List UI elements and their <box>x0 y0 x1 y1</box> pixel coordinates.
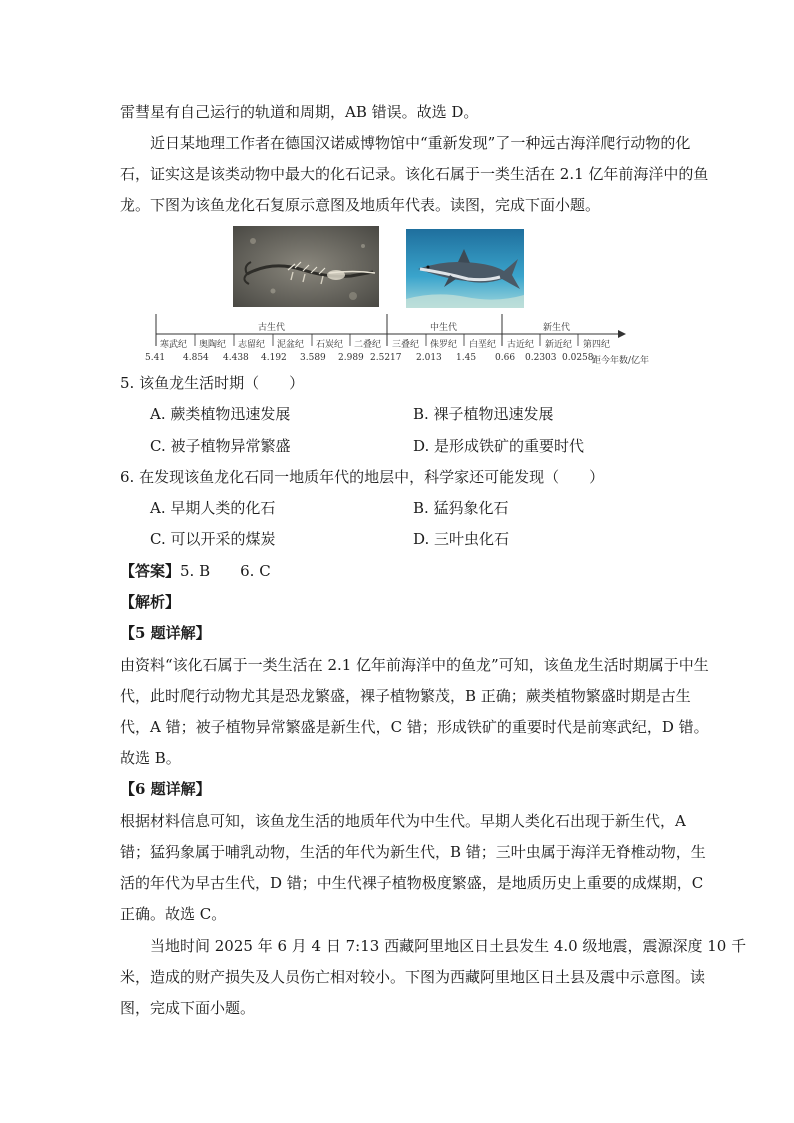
period-label: 第四纪 <box>583 340 611 350</box>
answer-label: 【答案】 <box>120 562 181 580</box>
detail-line: 由资料“该化石属于一类生活在 2.1 亿年前海洋中的鱼龙”可知，该鱼龙生活时期属于中生 <box>120 656 709 674</box>
answer-text: 5. B 6. C <box>180 562 271 580</box>
age-label: 4.192 <box>261 353 287 363</box>
intro-line: 龙。下图为该鱼龙化石复原示意图及地质年代表。读图，完成下面小题。 <box>120 196 601 214</box>
intro-line: 米，造成的财产损失及人员伤亡相对较小。下图为西藏阿里地区日土县及震中示意图。读 <box>120 968 706 986</box>
detail-label: 【5 题详解】 <box>120 624 211 642</box>
age-label: 5.41 <box>145 353 166 363</box>
ichthyosaur-image <box>406 229 524 308</box>
option-b: B. 猛犸象化石 <box>413 499 509 517</box>
age-label: 0.0258 <box>562 353 594 363</box>
era-label: 中生代 <box>430 323 458 333</box>
detail-line: 活的年代为早古生代，D 错；中生代裸子植物极度繁盛，是地质历史上重要的成煤期，C <box>120 874 704 892</box>
period-label: 石炭纪 <box>316 340 344 350</box>
period-label: 白垩纪 <box>469 340 497 350</box>
option-a: A. 早期人类的化石 <box>150 499 276 517</box>
question-stem: 5. 该鱼龙生活时期（ ） <box>120 374 305 392</box>
intro-line: 近日某地理工作者在德国汉诺威博物馆中“重新发现”了一种远古海洋爬行动物的化 <box>150 134 691 152</box>
period-label: 古近纪 <box>507 340 535 350</box>
period-label: 奥陶纪 <box>199 340 227 350</box>
age-label: 2.5217 <box>370 353 402 363</box>
detail-line: 代，A 错；被子植物异常繁盛是新生代，C 错；形成铁矿的重要时代是前寒武纪，D 错。 <box>120 718 709 736</box>
detail-line: 正确。故选 C。 <box>120 905 227 923</box>
analysis-label: 【解析】 <box>120 593 181 611</box>
axis-label: 距今年数/亿年 <box>592 356 650 366</box>
age-label: 3.589 <box>300 353 326 363</box>
answer-line <box>120 561 271 581</box>
detail-line: 代，此时爬行动物尤其是恐龙繁盛，裸子植物繁茂，B 正确；蕨类植物繁盛时期是古生 <box>120 687 691 705</box>
age-label: 4.854 <box>183 353 209 363</box>
option-b: B. 裸子植物迅速发展 <box>413 405 554 423</box>
option-c: C. 被子植物异常繁盛 <box>150 437 291 455</box>
period-label: 二叠纪 <box>354 340 382 350</box>
age-label: 2.013 <box>416 353 442 363</box>
period-label: 寒武纪 <box>160 340 188 350</box>
detail-line: 错；猛犸象属于哺乳动物，生活的年代为新生代，B 错；三叶虫属于海洋无脊椎动物，生 <box>120 843 706 861</box>
period-label: 志留纪 <box>238 340 266 350</box>
detail-line: 根据材料信息可知，该鱼龙生活的地质年代为中生代。早期人类化石出现于新生代，A <box>120 812 686 830</box>
period-label: 侏罗纪 <box>430 340 458 350</box>
age-label: 4.438 <box>223 353 249 363</box>
option-a: A. 蕨类植物迅速发展 <box>150 405 291 423</box>
period-label: 新近纪 <box>545 340 573 350</box>
detail-line: 故选 B。 <box>120 749 181 767</box>
period-label: 三叠纪 <box>392 340 420 350</box>
era-label: 新生代 <box>543 323 571 333</box>
age-label: 0.66 <box>495 353 516 363</box>
intro-line: 图，完成下面小题。 <box>120 999 256 1017</box>
option-d: D. 三叶虫化石 <box>413 530 510 548</box>
detail-label: 【6 题详解】 <box>120 780 211 798</box>
option-d: D. 是形成铁矿的重要时代 <box>413 437 585 455</box>
intro-line: 石，证实这是该类动物中最大的化石记录。该化石属于一类生活在 2.1 亿年前海洋中的鱼 <box>120 165 709 183</box>
option-c: C. 可以开采的煤炭 <box>150 530 276 548</box>
period-label: 泥盆纪 <box>277 340 305 350</box>
age-label: 0.2303 <box>525 353 557 363</box>
era-label: 古生代 <box>258 323 286 333</box>
paragraph-line: 雷彗星有自己运行的轨道和周期，AB 错误。故选 D。 <box>120 103 479 121</box>
age-label: 2.989 <box>338 353 364 363</box>
age-label: 1.45 <box>456 353 477 363</box>
question-stem: 6. 在发现该鱼龙化石同一地质年代的地层中，科学家还可能发现（ ） <box>120 468 605 486</box>
fossil-image <box>233 226 379 307</box>
intro-line: 当地时间 2025 年 6 月 4 日 7:13 西藏阿里地区日土县发生 4.0 级地震，震源深度 10 千 <box>150 937 747 955</box>
